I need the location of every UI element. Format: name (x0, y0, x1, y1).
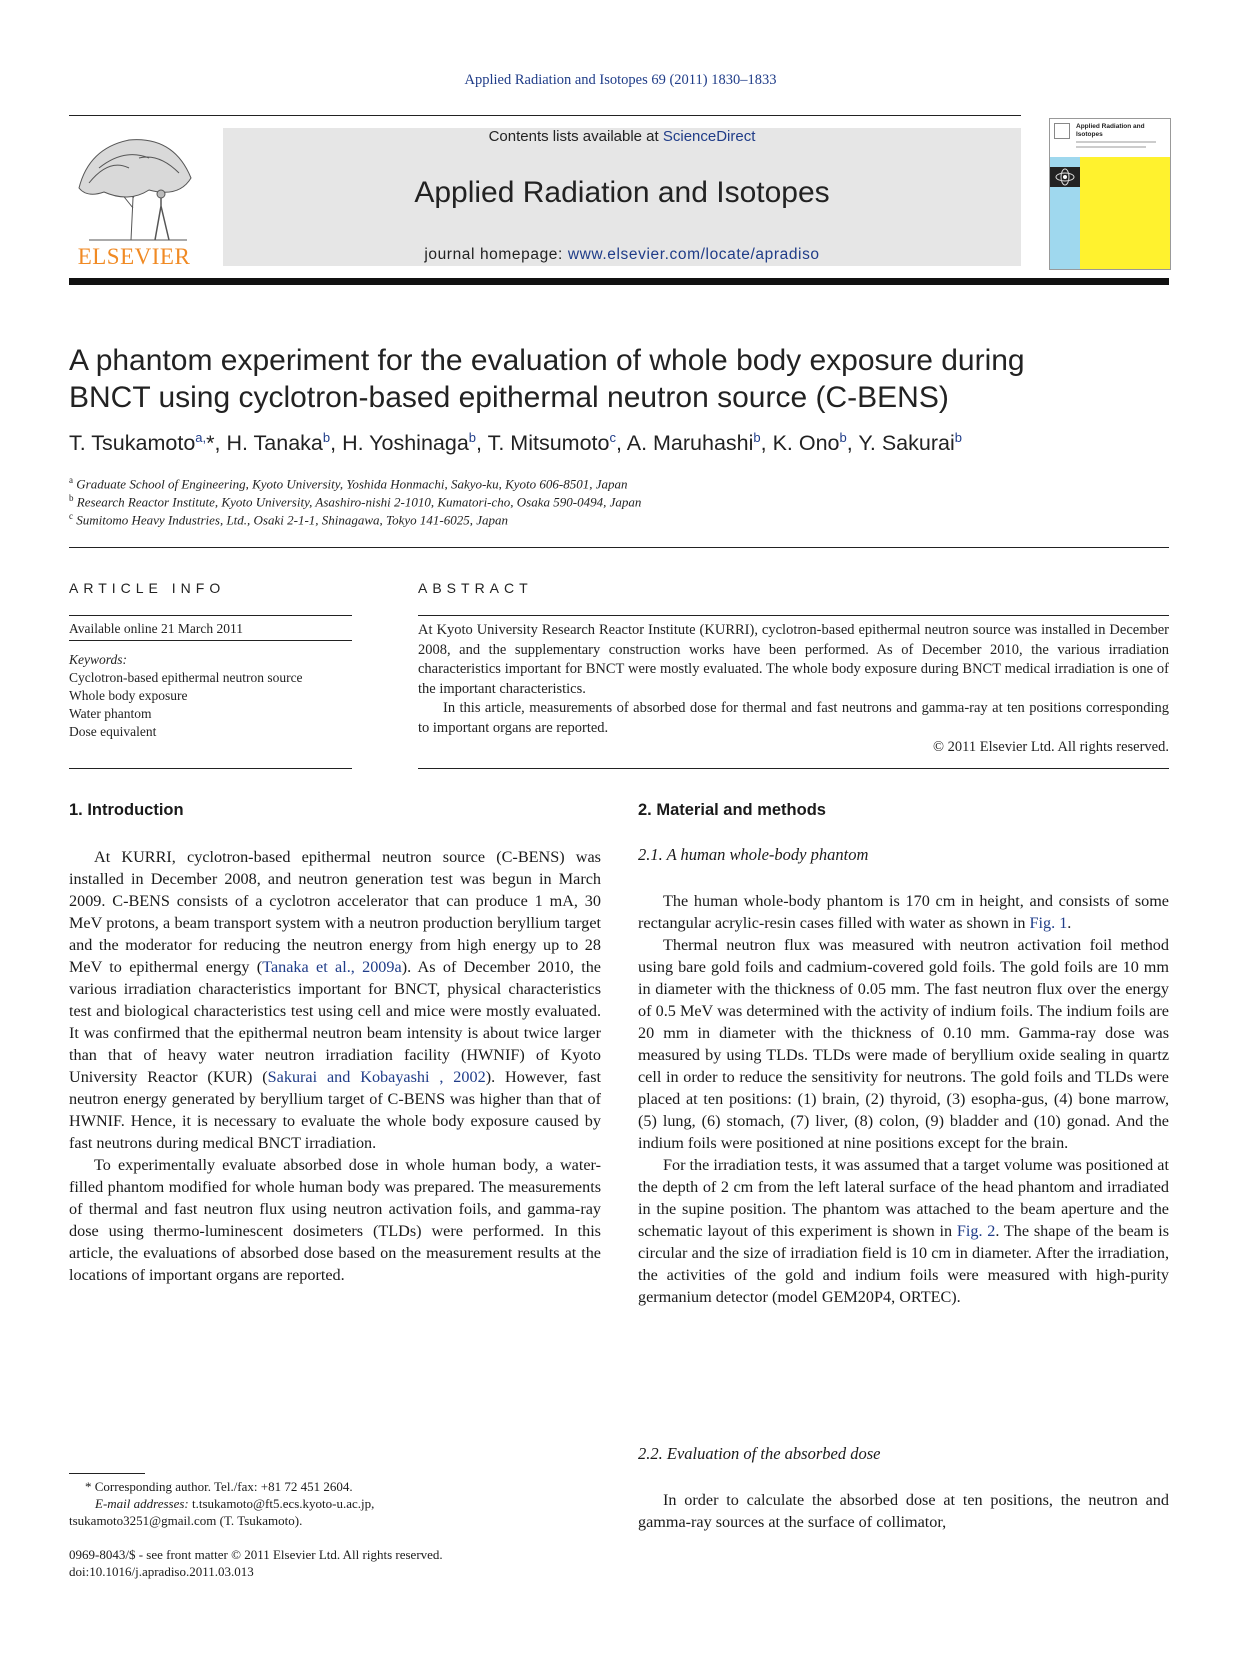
citation-link[interactable]: Sakurai and Kobayashi , 2002 (267, 1068, 486, 1086)
subsection-heading-phantom: 2.1. A human whole-body phantom (638, 845, 869, 864)
keywords-block (69, 651, 352, 741)
divider (418, 615, 1169, 616)
available-online: Available online 21 March 2011 (69, 621, 243, 636)
journal-homepage (223, 246, 1021, 264)
abstract-paragraph: In this article, measurements of absorbed dose for thermal and fast neutrons and gamma-ray at ten positions corresponding to important organs are reported. (418, 700, 1169, 736)
citation-link[interactable]: Tanaka et al., 2009a (262, 958, 402, 976)
paragraph: For the irradiation tests, it was assumed that a target volume was positioned at the depth of 2 cm from the left lateral surface of the head phantom and irradiated in the supine position. The phantom was attached to the beam aperture and the schematic layout of this experiment is shown in Fig. 2. The shape of the beam is circular and the size of irradiation field is 10 cm in diameter. After the irradiation, the activities of the gold and indium foils were measured with high-purity germanium detector (model GEM20P4, ORTEC). (638, 1156, 1169, 1306)
footnotes (69, 1478, 609, 1529)
issn-line: 0969-8043/$ - see front matter © 2011 Elsevier Ltd. All rights reserved. (69, 1547, 443, 1562)
elsevier-logo-text: ELSEVIER (77, 244, 191, 269)
header-thick-rule (69, 278, 1169, 285)
paragraph: At KURRI, cyclotron-based epithermal neutron source (C-BENS) was installed in December 2008, and neutron generation test was begun in March 2009. C-BENS consists of a cyclotron accelerator that can produce 1 mA, 30 MeV protons, a beam transport system with a neutron production beryllium target and the moderator for reducing the neutron energy from high energy up to 28 MeV to epithermal energy (Tanaka et al., 2009a). As of December 2010, the various irradiation characteristics important for BNCT, physical characteristics test and biological characteristics test using cell and mice were mostly evaluated. It was confirmed that the epithermal neutron beam intensity is about twice larger than that of heavy water neutron irradiation facility (HWNIF) of Kyoto University Reactor (KUR) (Sakurai and Kobayashi , 2002). However, fast neutron energy generated by beryllium target of C-BENS was higher than that of HWNIF. Hence, it is necessary to evaluate the whole body exposure caused by fast neutrons during medical BNCT irradiation. (69, 848, 601, 1152)
section-heading-methods: 2. Material and methods (638, 801, 826, 819)
journal-name: Applied Radiation and Isotopes (414, 176, 830, 209)
contents-availability (223, 128, 1021, 145)
contents-prefix: Contents lists available at (488, 128, 663, 145)
paragraph: In order to calculate the absorbed dose at ten positions, the neutron and gamma-ray sources at the surface of collimator, (638, 1491, 1169, 1531)
introduction-body (69, 846, 601, 1286)
author[interactable]: T. Mitsumoto$^c$ (487, 430, 616, 456)
homepage-link[interactable]: www.elsevier.com/locate/apradiso (567, 246, 820, 263)
doi-line[interactable]: doi:10.1016/j.apradiso.2011.03.013 (69, 1564, 254, 1579)
author[interactable]: H. Yoshinaga$^b$ (342, 430, 477, 456)
keyword: Water phantom (69, 706, 152, 721)
cover-logo-icon (1054, 123, 1070, 139)
figure-link[interactable]: Fig. 1 (1029, 914, 1068, 932)
email-line-2[interactable]: tsukamoto3251@gmail.com (T. Tsukamoto). (69, 1513, 303, 1528)
affiliation-a: $^a$ Graduate School of Engineering, Kyoto University, Yoshida Honmachi, Sakyo-ku, Kyoto 606-8501, Japan (69, 475, 628, 492)
email-line: E-mail addresses: t.tsukamoto@ft5.ecs.kyoto-u.ac.jp, (95, 1496, 375, 1511)
divider (418, 768, 1169, 769)
divider (69, 615, 352, 616)
front-matter (69, 1546, 669, 1580)
abstract-copyright: © 2011 Elsevier Ltd. All rights reserved. (933, 739, 1169, 755)
divider (69, 768, 352, 769)
subsection-heading-dose: 2.2. Evaluation of the absorbed dose (638, 1444, 881, 1463)
keyword: Whole body exposure (69, 688, 188, 703)
title-line-1: A phantom experiment for the evaluation of whole body exposure during (69, 344, 1025, 377)
abstract-paragraph: At Kyoto University Research Reactor Institute (KURRI), cyclotron-based epithermal neutron source was installed in December 2008, and the supplementary construction works have been performed. As of December 2010, the various irradiation characteristics important for BNCT were mostly evaluated. The whole body exposure during BNCT medical irradiation is one of the important characteristics. (418, 622, 1169, 697)
abstract-body (418, 621, 1169, 758)
methods-body-2 (638, 1489, 1169, 1533)
author-list: T. Tsukamoto$^{a,}$*, H. Tanaka$^b$, H. Yoshinaga$^b$, T. Mitsumoto$^c$, A. Maruhashi$^b$, K. Ono$^b$, Y. Sakurai$^b$ (69, 430, 962, 456)
homepage-prefix: journal homepage: (424, 246, 568, 263)
affiliation-c: $^c$ Sumitomo Heavy Industries, Ltd., Osaki 2-1-1, Shinagawa, Tokyo 141-6025, Japan (69, 511, 508, 528)
section-heading-introduction: 1. Introduction (69, 801, 184, 819)
header-rule (69, 115, 1021, 116)
article-title (69, 342, 1169, 416)
figure-link[interactable]: Fig. 2 (956, 1222, 996, 1240)
divider (69, 640, 352, 641)
paragraph: The human whole-body phantom is 170 cm in height, and consists of some rectangular acrylic-resin cases filled with water as shown in Fig. 1. (638, 892, 1169, 932)
author[interactable]: K. Ono$^b$ (772, 430, 847, 456)
paragraph: To experimentally evaluate absorbed dose in whole human body, a water-filled phantom modified for whole human body was prepared. The measurements of thermal and fast neutron flux using neutron activation foils, and gamma-ray dose using thermo-luminescent dosimeters (TLDs) were performed. In this article, the evaluations of absorbed dose based on the measurement results at the locations of important organs are reported. (69, 1156, 601, 1284)
methods-body (638, 890, 1169, 1308)
keyword: Cyclotron-based epithermal neutron source (69, 670, 303, 685)
journal-citation[interactable]: Applied Radiation and Isotopes 69 (2011) 1830–1833 (464, 72, 777, 88)
email-link[interactable]: t.tsukamoto@ft5.ecs.kyoto-u.ac.jp, (192, 1496, 375, 1511)
title-line-2: BNCT using cyclotron-based epithermal neutron source (C-BENS) (69, 381, 949, 414)
sciencedirect-link[interactable]: ScienceDirect (662, 128, 756, 145)
author[interactable]: T. Tsukamoto$^{a,}$* (69, 430, 215, 456)
abstract-heading: ABSTRACT (418, 580, 533, 596)
affiliation-b: $^b$ Research Reactor Institute, Kyoto University, Asashiro-nishi 2-1010, Kumatori-cho, Osaka 590-0494, Japan (69, 493, 642, 510)
paragraph: Thermal neutron flux was measured with neutron activation foil method using bare gold foils and cadmium-covered gold foils. The gold foils are 10 mm in diameter with the thickness of 0.05 mm. The fast neutron flux over the energy of 0.5 MeV was determined with the activity of indium foils. The indium foils are 20 mm in diameter with the thickness of 0.10 mm. Gamma-ray dose was measured by using TLDs. TLDs were made of beryllium oxide sealing in quartz cell in order to reduce the sensitivity for neutrons. The gold foils and TLDs were placed at ten positions: (1) brain, (2) thyroid, (3) esopha-gus, (4) bone marrow, (5) lung, (6) stomach, (7) liver, (8) colon, (9) bladder and (10) gonad. And the indium foils were positioned at nine positions except for the brain. (638, 936, 1169, 1152)
corresponding-author: * Corresponding author. Tel./fax: +81 72 451 2604. (85, 1479, 353, 1494)
author[interactable]: Y. Sakurai$^b$ (858, 430, 962, 456)
author[interactable]: H. Tanaka$^b$ (226, 430, 331, 456)
keywords-label: Keywords: (69, 652, 127, 667)
article-info-heading: ARTICLE INFO (69, 580, 226, 596)
journal-cover-thumbnail (1049, 118, 1171, 270)
author[interactable]: A. Maruhashi$^b$ (626, 430, 761, 456)
divider (69, 547, 1169, 548)
footnote-rule (69, 1473, 145, 1474)
cover-atom-icon (1050, 167, 1080, 187)
keyword: Dose equivalent (69, 724, 157, 739)
cover-title: Applied Radiation and Isotopes (1076, 123, 1145, 138)
